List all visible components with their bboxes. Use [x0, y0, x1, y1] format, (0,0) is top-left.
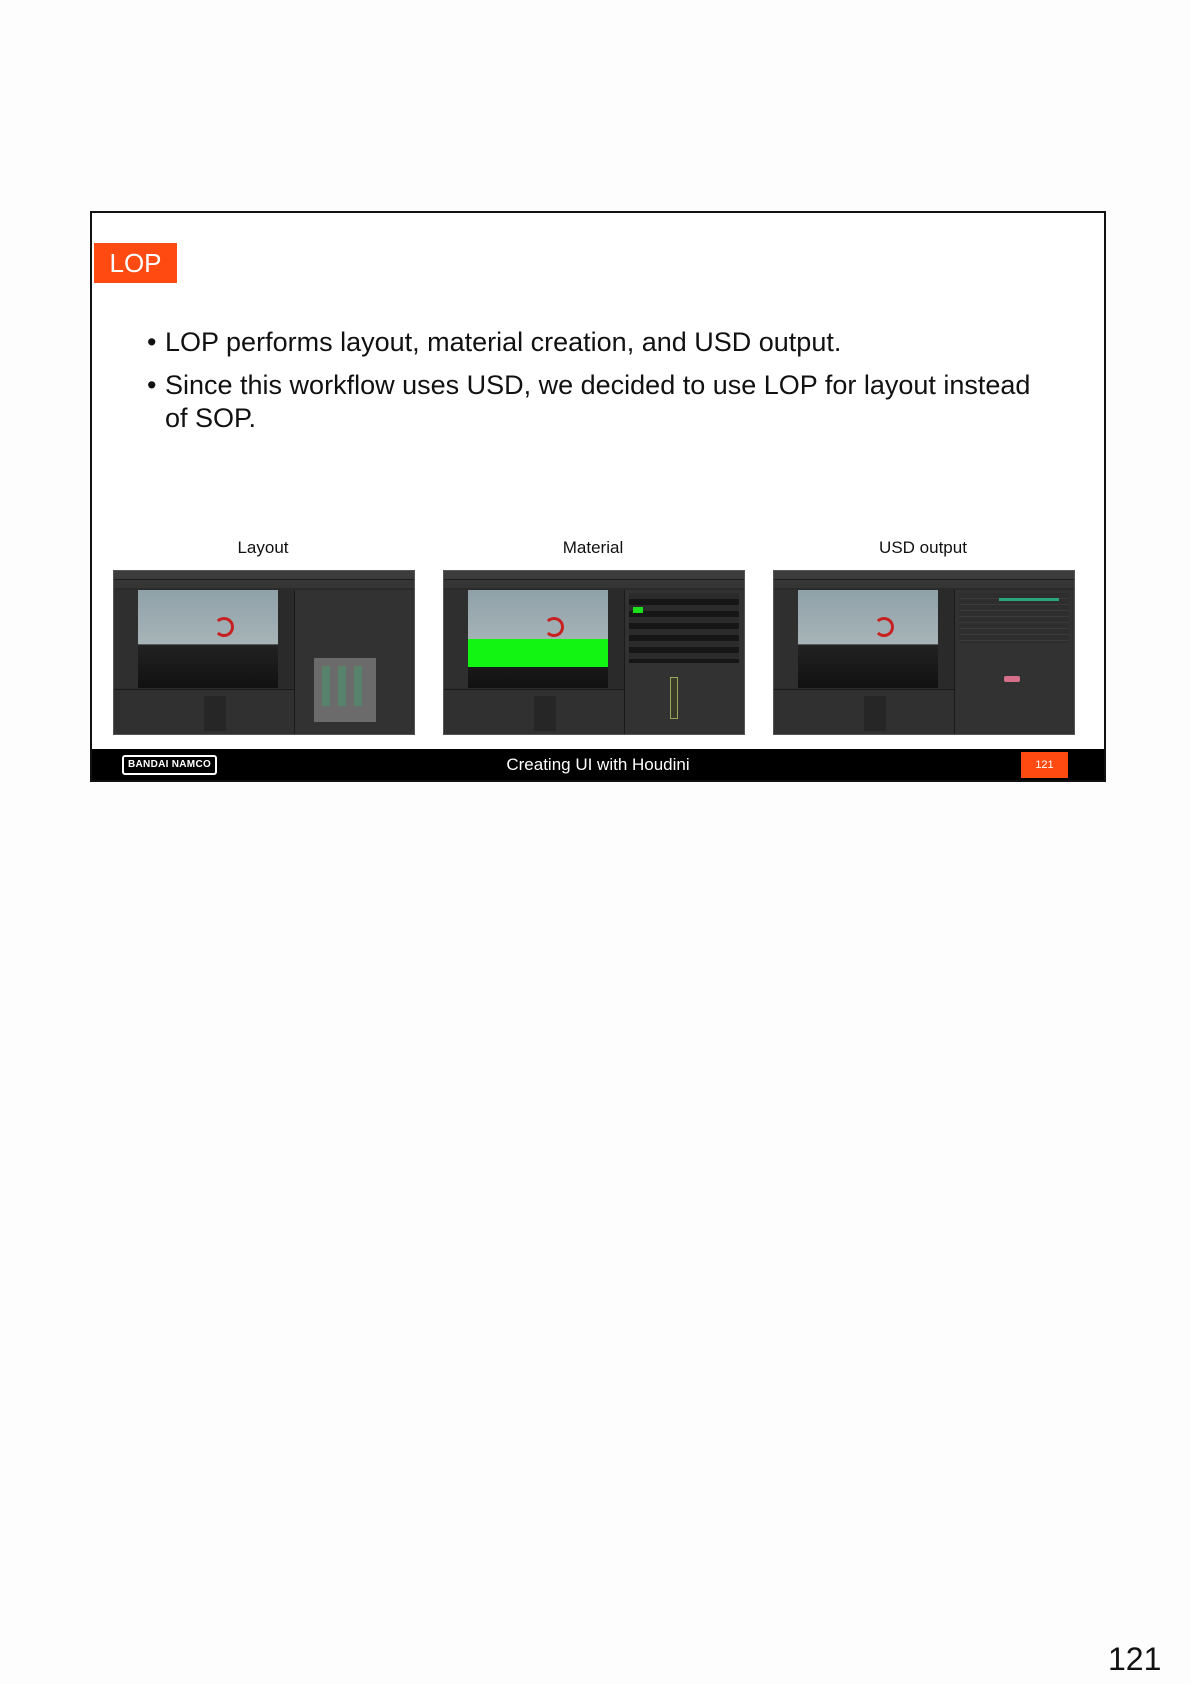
slide	[90, 211, 1106, 782]
screenshot-node-grid	[314, 658, 376, 722]
screenshot-toolbar	[774, 580, 1074, 588]
page-number: 121	[1108, 1641, 1162, 1677]
screenshot-green-material	[468, 639, 608, 667]
bullet-item: • LOP performs layout, material creation, and USD output.	[147, 326, 1047, 359]
screenshot-label-layout: Layout	[237, 538, 289, 557]
spiral-icon	[874, 617, 894, 637]
screenshot-usd-output	[773, 570, 1075, 735]
bullet-item: • Since this workflow uses USD, we decided to use LOP for layout instead of SOP.	[147, 369, 1047, 435]
screenshot-bottom-panel	[444, 689, 624, 735]
slide-number-badge: 121	[1021, 752, 1068, 778]
screenshot-menubar	[114, 571, 414, 580]
screenshot-side-panel	[444, 590, 469, 688]
screenshot-layout	[113, 570, 415, 735]
screenshot-viewport	[138, 590, 278, 688]
screenshot-side-panel	[774, 590, 799, 688]
footer-title: Creating UI with Houdini	[506, 755, 690, 774]
screenshot-viewport	[798, 590, 938, 688]
screenshot-parameters	[959, 593, 1069, 643]
slide-footer	[92, 749, 1104, 780]
screenshot-bottom-panel	[774, 689, 954, 735]
screenshot-bottom-panel	[114, 689, 294, 735]
screenshot-toolbar	[444, 580, 744, 588]
screenshot-label-usd-output: USD output	[879, 538, 967, 557]
spiral-icon	[214, 617, 234, 637]
screenshot-node	[670, 677, 678, 719]
screenshot-toolbar	[114, 580, 414, 588]
screenshot-parameters	[629, 593, 739, 663]
screenshot-side-panel	[114, 590, 139, 688]
screenshot-node	[1004, 676, 1020, 682]
screenshot-label-material: Material	[562, 538, 624, 557]
bandai-namco-logo: BANDAI NAMCO	[122, 755, 217, 775]
section-tag: LOP	[94, 243, 177, 283]
screenshot-menubar	[444, 571, 744, 580]
screenshot-menubar	[774, 571, 1074, 580]
spiral-icon	[544, 617, 564, 637]
screenshot-material	[443, 570, 745, 735]
bullet-list	[147, 326, 1047, 445]
